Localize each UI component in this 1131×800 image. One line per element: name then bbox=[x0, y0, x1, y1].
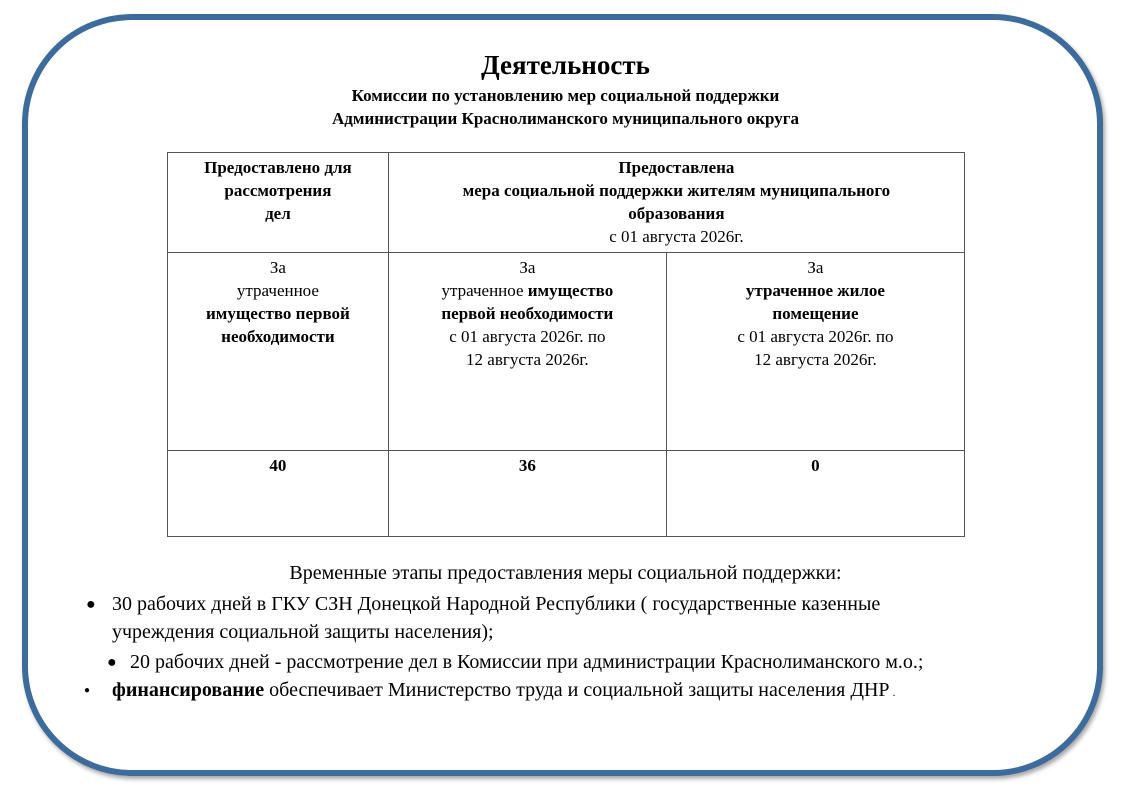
subtitle-line-1: Комиссии по установлению мер социальной поддержки bbox=[351, 86, 780, 105]
page-title: Деятельность bbox=[481, 50, 650, 80]
value-property-support: 36 bbox=[388, 451, 666, 537]
header-col2-line: мера социальной поддержки жителям муниципального bbox=[462, 181, 891, 200]
bullet-icon: ● bbox=[86, 596, 96, 613]
stage-item-1-line-1: 30 рабочих дней в ГКУ СЗН Донецкой Народной Республики ( государственные казенные bbox=[112, 593, 881, 615]
header-col1-line: дел bbox=[265, 204, 291, 223]
header-col1-line: Предоставлено для bbox=[204, 158, 352, 177]
stage-item-3 bbox=[112, 679, 896, 702]
subheader-cell-1 bbox=[168, 253, 389, 451]
stage-item-3-text: обеспечивает Министерство труда и социальной защиты населения ДНР bbox=[264, 679, 890, 701]
header-col2-line: образования bbox=[628, 204, 725, 223]
subtitle-line-2: Администрации Краснолиманского муниципального округа bbox=[331, 109, 799, 128]
cell-text: утраченное bbox=[441, 281, 528, 300]
value-housing-support: 0 bbox=[666, 451, 964, 537]
cell-text: утраченное bbox=[236, 281, 319, 300]
table-values-row bbox=[168, 451, 965, 537]
stages-intro: Временные этапы предоставления меры социальной поддержки: bbox=[289, 562, 842, 584]
cell-text: За bbox=[519, 258, 536, 277]
header-support-provided bbox=[388, 153, 964, 253]
activity-table bbox=[167, 152, 965, 537]
table-header-row bbox=[168, 153, 965, 253]
header-col2-line: Предоставлена bbox=[618, 158, 735, 177]
cell-period: с 01 августа 2026г. по bbox=[737, 327, 894, 346]
cell-text-bold: утраченное жилое bbox=[745, 281, 885, 300]
value-cases-submitted: 40 bbox=[168, 451, 389, 537]
subheader-cell-3 bbox=[666, 253, 964, 451]
cell-text-bold: имущество bbox=[527, 281, 614, 300]
bullet-icon: ● bbox=[107, 654, 117, 671]
subheader-cell-2 bbox=[388, 253, 666, 451]
header-cases-submitted bbox=[168, 153, 389, 253]
cell-text-bold: помещение bbox=[772, 304, 859, 323]
header-col1-line: рассмотрения bbox=[224, 181, 332, 200]
stage-item-3-end: . bbox=[889, 685, 896, 699]
cell-text: За bbox=[807, 258, 824, 277]
table-subheader-row bbox=[168, 253, 965, 451]
cell-period: 12 августа 2026г. bbox=[466, 350, 589, 369]
bullet-icon: ● bbox=[84, 685, 91, 696]
stage-item-1-line-2: учреждения социальной защиты населения); bbox=[112, 621, 494, 643]
stage-item-3-bold: финансирование bbox=[112, 679, 265, 701]
header-period: с 01 августа 2026г. bbox=[609, 227, 744, 246]
cell-period: с 01 августа 2026г. по bbox=[449, 327, 606, 346]
cell-text-bold: имущество первой bbox=[205, 304, 350, 323]
cell-text-bold: необходимости bbox=[221, 327, 335, 346]
cell-text-bold: первой необходимости bbox=[441, 304, 614, 323]
cell-text: За bbox=[269, 258, 286, 277]
stage-item-2: 20 рабочих дней - рассмотрение дел в Комиссии при администрации Краснолиманского м.о.; bbox=[130, 651, 924, 673]
cell-period: 12 августа 2026г. bbox=[754, 350, 877, 369]
